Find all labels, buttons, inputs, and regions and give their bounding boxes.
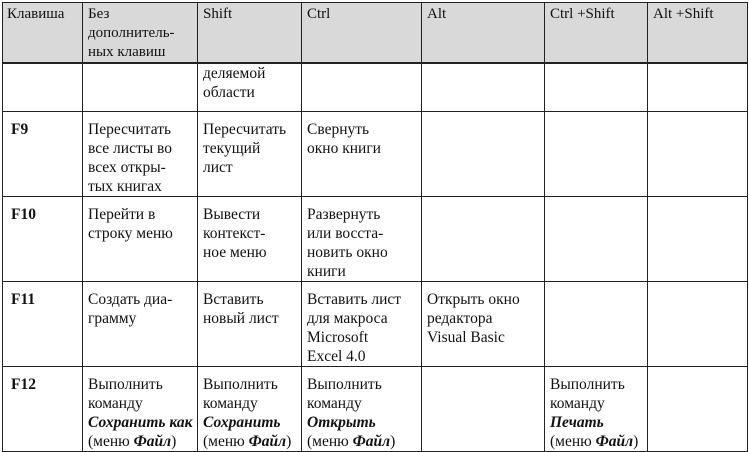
cell-none: Перейти в строку меню — [83, 196, 198, 281]
header-ctrl: Ctrl — [302, 3, 422, 64]
menu-name: Файл — [595, 432, 634, 450]
header-no-modifier: Без дополнитель- ных клавиш — [83, 3, 198, 64]
header-key: Клавиша — [3, 3, 83, 64]
cell-none — [83, 63, 198, 111]
cell-key: F9 — [3, 111, 83, 196]
header-alt: Alt — [422, 3, 545, 64]
cell-ctrl: Выполнить команду Открыть (меню Файл) — [302, 366, 422, 451]
cell-alt — [422, 366, 545, 451]
cell-shift: Вставить новый лист — [198, 281, 302, 366]
cell-alt — [422, 63, 545, 111]
header-alt-shift: Alt +Shift — [648, 3, 748, 64]
table-row-f12 — [3, 366, 748, 451]
cell-shift: Пересчитать текущий лист — [198, 111, 302, 196]
cell-ctrl-shift — [545, 63, 648, 111]
cell-alt: Открыть окно редактора Visual Basic — [422, 281, 545, 366]
cell-alt — [422, 111, 545, 196]
cell-alt — [422, 196, 545, 281]
cell-key: F12 — [3, 366, 83, 451]
command-name: Сохранить — [203, 413, 281, 431]
cell-ctrl: Свернуть окно книги — [302, 111, 422, 196]
command-name: Печать — [550, 413, 604, 431]
cell-key — [3, 63, 83, 111]
cell-alt-shift — [648, 63, 748, 111]
cell-alt-shift — [648, 196, 748, 281]
table-row-f10 — [3, 196, 748, 281]
cell-ctrl-shift — [545, 196, 648, 281]
menu-name: Файл — [248, 432, 287, 450]
table-row-continuation — [3, 63, 748, 111]
cell-shift: деляемой области — [198, 63, 302, 111]
command-name: Сохранить как — [88, 413, 193, 431]
cell-shift: Выполнить команду Сохранить (меню Файл) — [198, 366, 302, 451]
cell-shift: Вывести контекст- ное меню — [198, 196, 302, 281]
cell-ctrl-shift — [545, 281, 648, 366]
cell-ctrl — [302, 63, 422, 111]
cell-ctrl: Развернуть или восста- новить окно книги — [302, 196, 422, 281]
header-row — [3, 3, 748, 64]
header-ctrl-shift: Ctrl +Shift — [545, 3, 648, 64]
menu-name: Файл — [352, 432, 391, 450]
cell-alt-shift — [648, 281, 748, 366]
cell-none: Пересчитать все листы во всех откры- тых книгах — [83, 111, 198, 196]
cell-alt-shift — [648, 366, 748, 451]
table-row-f9 — [3, 111, 748, 196]
cell-none: Выполнить команду Сохранить как (меню Файл) — [83, 366, 198, 451]
cell-ctrl-shift — [545, 111, 648, 196]
cell-key: F11 — [3, 281, 83, 366]
header-shift: Shift — [198, 3, 302, 64]
cell-key: F10 — [3, 196, 83, 281]
menu-name: Файл — [133, 432, 172, 450]
cell-none: Создать диа- грамму — [83, 281, 198, 366]
shortcut-table — [2, 2, 748, 452]
table-row-f11 — [3, 281, 748, 366]
cell-ctrl: Вставить лист для макроса Microsoft Excel 4.0 — [302, 281, 422, 366]
command-name: Открыть — [307, 413, 376, 431]
cell-alt-shift — [648, 111, 748, 196]
cell-ctrl-shift: Выполнить команду Печать (меню Файл) — [545, 366, 648, 451]
